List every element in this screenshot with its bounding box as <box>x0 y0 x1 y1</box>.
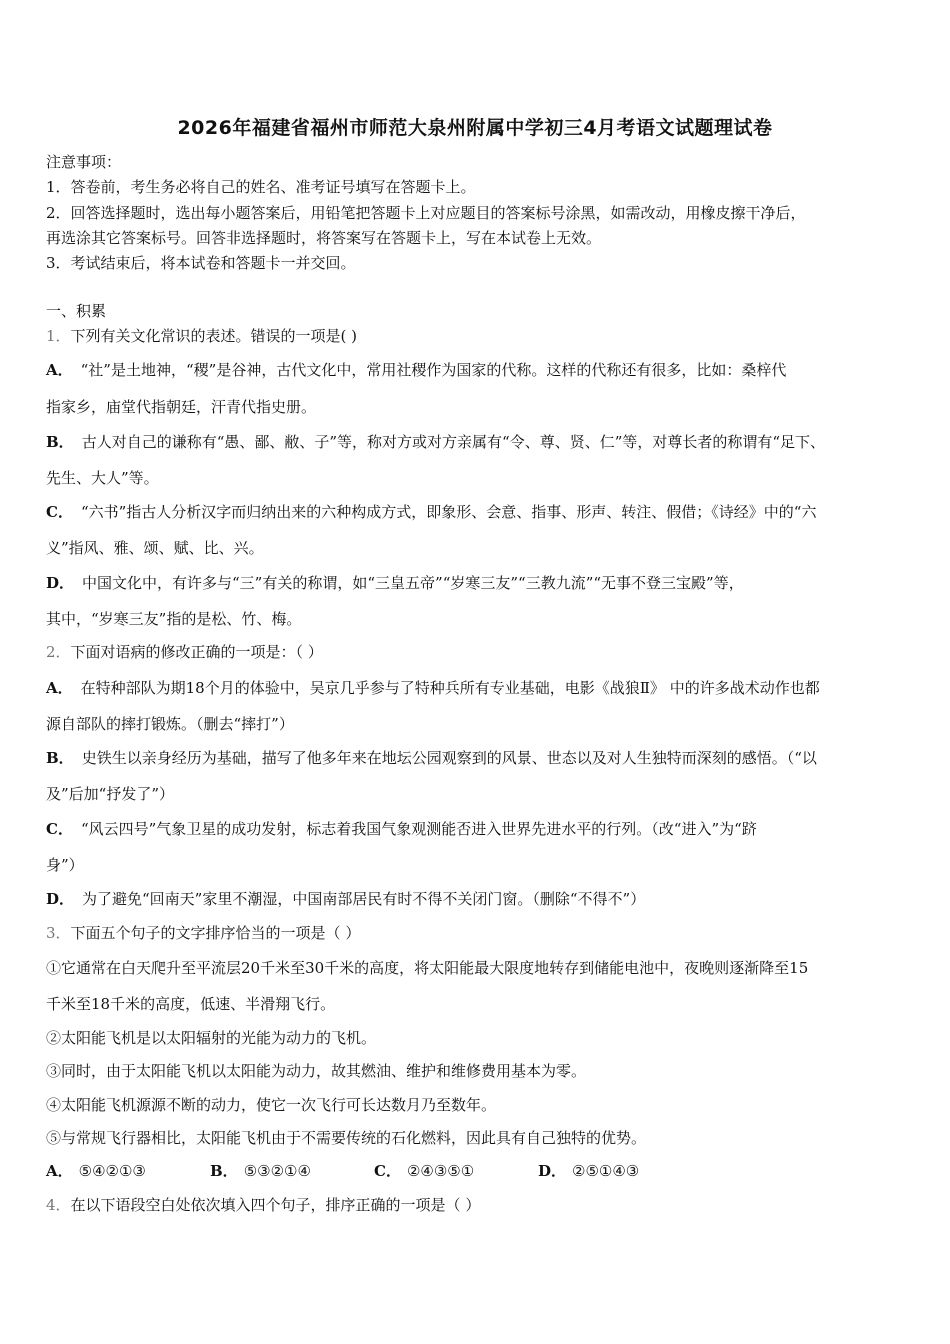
option-label: C． <box>46 503 73 521</box>
question-2 <box>46 642 323 662</box>
option-text: 中国文化中，有许多与“三”有关的称谓，如“三皇五帝”“岁寒三友”“三教九流”“无事不登三宝殿”等， <box>82 574 744 592</box>
notice-item-2-cont: 再选涂其它答案标号。回答非选择题时，将答案写在答题卡上，写在本试卷上无效。 <box>46 229 602 247</box>
q3-sentence-4: ④太阳能飞机源源不断的动力，使它一次飞行可长达数月乃至数年。 <box>46 1096 497 1114</box>
q3-choice-d <box>538 1161 702 1181</box>
page-title: 2026年福建省福州市师范大泉州附属中学初三4月考语文试题理试卷 <box>177 117 773 139</box>
q2-option-a <box>46 678 820 698</box>
question-number: 3． <box>46 924 71 942</box>
q1-option-b-cont: 先生、大人”等。 <box>46 469 159 487</box>
q2-option-c <box>46 819 757 839</box>
option-text: 在特种部队为期18个月的体验中，吴京几乎参与了特种兵所有专业基础，电影《战狼Ⅱ》 中的许多战术动作也都 <box>80 679 820 697</box>
option-label: B． <box>210 1162 238 1180</box>
question-number: 2． <box>46 643 71 661</box>
question-stem: 下列有关文化常识的表述。错误的一项是( ) <box>70 327 358 345</box>
option-label: B． <box>46 749 74 767</box>
q1-option-b <box>46 432 825 452</box>
option-text: 史铁生以亲身经历为基础，描写了他多年来在地坛公园观察到的风景、世态以及对人生独特而深刻的感悟。（“以 <box>81 749 817 767</box>
question-4 <box>46 1195 480 1215</box>
q1-option-c-cont: 义”指风、雅、颂、赋、比、兴。 <box>46 539 264 557</box>
option-label: A． <box>46 679 73 697</box>
option-label: D． <box>46 574 75 592</box>
notice-item-2: 2．回答选择题时，选出每小题答案后，用铅笔把答题卡上对应题目的答案标号涂黑，如需改动，用橡皮擦干净后， <box>46 204 806 222</box>
option-label: A． <box>46 1162 73 1180</box>
question-number: 4． <box>46 1196 71 1214</box>
question-stem: 在以下语段空白处依次填入四个句子，排序正确的一项是（ ） <box>70 1196 481 1214</box>
q2-option-d <box>46 889 645 909</box>
option-label: C． <box>374 1162 401 1180</box>
question-3 <box>46 923 360 943</box>
option-text: ②④③⑤① <box>406 1162 475 1180</box>
q3-sentence-5: ⑤与常规飞行器相比，太阳能飞机由于不需要传统的石化燃料，因此具有自己独特的优势。 <box>46 1129 647 1147</box>
q3-sentence-3: ③同时，由于太阳能飞机以太阳能为动力，故其燃油、维护和维修费用基本为零。 <box>46 1062 587 1080</box>
section-heading: 一、积累 <box>46 302 107 320</box>
option-text: 古人对自己的谦称有“愚、鄙、敝、子”等，称对方或对方亲属有“令、尊、贤、仁”等，对尊长者的称谓有“足下、 <box>81 433 826 451</box>
option-text: ⑤④②①③ <box>78 1162 146 1180</box>
option-text: ⑤③②①④ <box>243 1162 311 1180</box>
question-stem: 下面五个句子的文字排序恰当的一项是（ ） <box>70 924 361 942</box>
question-1 <box>46 326 357 346</box>
question-stem: 下面对语病的修改正确的一项是：（ ） <box>70 643 323 661</box>
option-label: B． <box>46 433 74 451</box>
q1-option-c <box>46 502 816 522</box>
option-label: C． <box>46 820 73 838</box>
q3-sentence-1-cont: 千米至18千米的高度，低速、半滑翔飞行。 <box>46 995 336 1013</box>
notice-heading: 注意事项： <box>46 153 122 171</box>
q3-choice-c <box>374 1161 538 1181</box>
q2-option-b <box>46 748 817 768</box>
notice-item-1: 1．答卷前，考生务必将自己的姓名、准考证号填写在答题卡上。 <box>46 178 476 196</box>
q3-sentence-2: ②太阳能飞机是以太阳辐射的光能为动力的飞机。 <box>46 1029 377 1047</box>
option-text: “风云四号”气象卫星的成功发射，标志着我国气象观测能否进入世界先进水平的行列。（改“进入”为“跻 <box>80 820 757 838</box>
q3-choice-a <box>46 1161 210 1181</box>
q1-option-a-cont: 指家乡，庙堂代指朝廷，汗青代指史册。 <box>46 398 317 416</box>
q1-option-d-cont: 其中，“岁寒三友”指的是松、竹、梅。 <box>46 610 302 628</box>
q3-sentence-1: ①它通常在白天爬升至平流层20千米至30千米的高度，将太阳能最大限度地转存到储能电池中，夜晚则逐渐降至15 <box>46 959 809 977</box>
option-text: “社”是土地神，“稷”是谷神，古代文化中，常用社稷作为国家的代称。这样的代称还有很多，比如：桑梓代 <box>80 361 787 379</box>
option-label: D． <box>46 890 75 908</box>
option-label: A． <box>46 361 73 379</box>
option-text: ②⑤①④③ <box>572 1162 640 1180</box>
q1-option-a <box>46 360 786 380</box>
notice-item-3: 3．考试结束后，将本试卷和答题卡一并交回。 <box>46 254 356 272</box>
q2-option-c-cont: 身”） <box>46 856 84 874</box>
option-text: “六书”指古人分析汉字而归纳出来的六种构成方式，即象形、会意、指事、形声、转注、假借；《诗经》中的“六 <box>80 503 817 521</box>
question-number: 1． <box>46 327 71 345</box>
option-text: 为了避免“回南天”家里不潮湿，中国南部居民有时不得不关闭门窗。（删除“不得不”） <box>82 890 646 908</box>
q3-choice-b <box>210 1161 374 1181</box>
q3-choices <box>46 1161 702 1181</box>
q1-option-d <box>46 573 744 593</box>
option-label: D． <box>538 1162 567 1180</box>
q2-option-a-cont: 源自部队的摔打锻炼。（删去“摔打”） <box>46 715 294 733</box>
q2-option-b-cont: 及”后加“抒发了”） <box>46 785 175 803</box>
